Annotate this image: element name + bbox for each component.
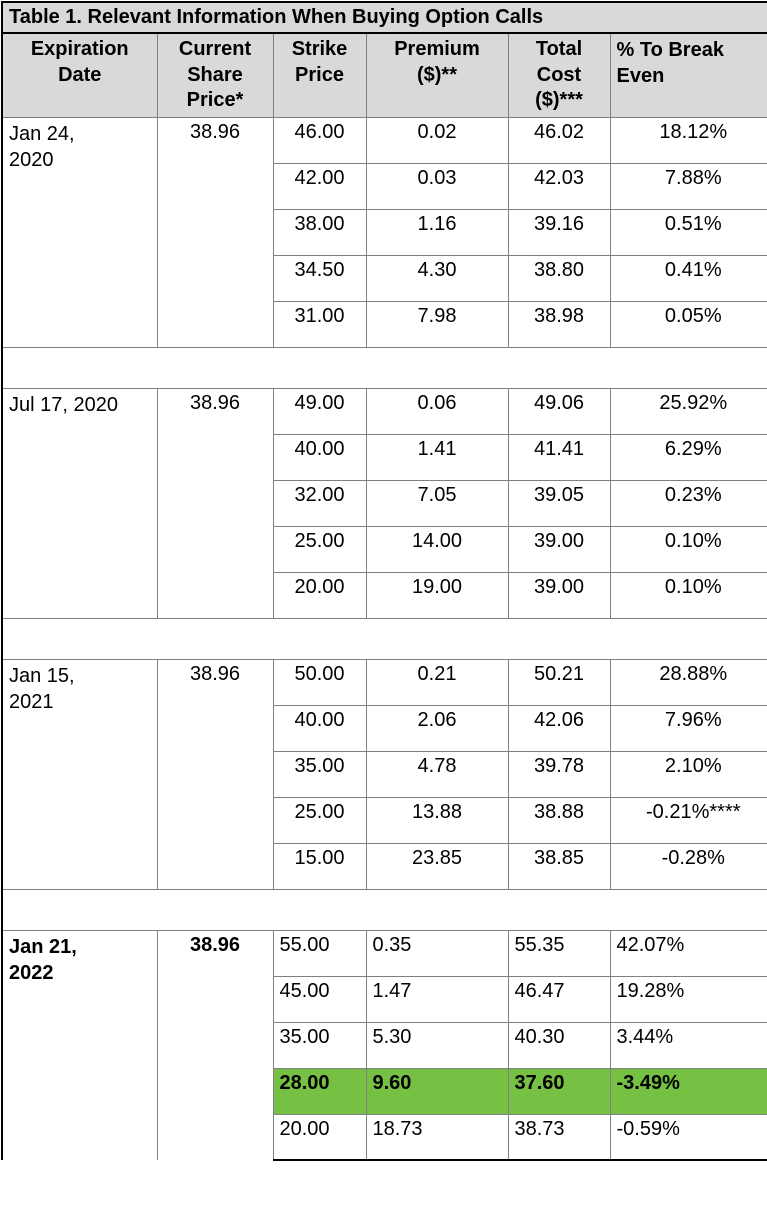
cell-total-cost: 40.30 bbox=[508, 1022, 610, 1068]
cell-premium: 13.88 bbox=[366, 797, 508, 843]
cell-premium: 7.05 bbox=[366, 480, 508, 526]
cell-total-cost: 39.00 bbox=[508, 572, 610, 618]
cell-total-cost: 50.21 bbox=[508, 659, 610, 705]
cell-expiration-date bbox=[2, 659, 157, 889]
cell-break-even: -3.49% bbox=[610, 1068, 767, 1114]
cell-premium: 19.00 bbox=[366, 572, 508, 618]
header-line: Price* bbox=[186, 89, 244, 112]
cell-total-cost: 46.02 bbox=[508, 117, 610, 163]
cell-total-cost: 39.00 bbox=[508, 526, 610, 572]
cell-total-cost: 41.41 bbox=[508, 434, 610, 480]
cell-strike-price: 45.00 bbox=[273, 976, 366, 1022]
cell-strike-price: 42.00 bbox=[273, 163, 366, 209]
cell-premium: 4.30 bbox=[366, 255, 508, 301]
header-line: Even bbox=[616, 65, 665, 87]
cell-break-even: -0.28% bbox=[610, 843, 767, 889]
header-line: Date bbox=[58, 63, 102, 86]
cell-premium: 4.78 bbox=[366, 751, 508, 797]
cell-break-even: -0.59% bbox=[610, 1114, 767, 1160]
cell-strike-price: 28.00 bbox=[273, 1068, 366, 1114]
cell-total-cost: 39.16 bbox=[508, 209, 610, 255]
cell-current-share-price: 38.96 bbox=[157, 117, 273, 347]
cell-break-even: 18.12% bbox=[610, 117, 767, 163]
cell-premium: 18.73 bbox=[366, 1114, 508, 1160]
cell-total-cost: 49.06 bbox=[508, 388, 610, 434]
cell-premium: 0.06 bbox=[366, 388, 508, 434]
table-header-row bbox=[2, 33, 767, 117]
cell-break-even: 7.88% bbox=[610, 163, 767, 209]
expiration-line: Jul 17, 2020 bbox=[9, 393, 118, 416]
cell-total-cost: 46.47 bbox=[508, 976, 610, 1022]
cell-strike-price: 35.00 bbox=[273, 1022, 366, 1068]
cell-break-even: 25.92% bbox=[610, 388, 767, 434]
header-line: % To Break bbox=[616, 39, 724, 61]
cell-strike-price: 20.00 bbox=[273, 1114, 366, 1160]
cell-break-even: 0.10% bbox=[610, 526, 767, 572]
column-header-premium bbox=[366, 33, 508, 117]
cell-current-share-price: 38.96 bbox=[157, 388, 273, 618]
cell-total-cost: 39.05 bbox=[508, 480, 610, 526]
cell-strike-price: 46.00 bbox=[273, 117, 366, 163]
cell-strike-price: 55.00 bbox=[273, 930, 366, 976]
cell-total-cost: 38.88 bbox=[508, 797, 610, 843]
column-header-break-even bbox=[610, 33, 767, 117]
header-line: ($)*** bbox=[535, 89, 583, 112]
column-header-current-share-price bbox=[157, 33, 273, 117]
cell-total-cost: 55.35 bbox=[508, 930, 610, 976]
header-line: ($)** bbox=[416, 63, 457, 86]
group-separator bbox=[2, 347, 767, 388]
cell-total-cost: 38.98 bbox=[508, 301, 610, 347]
header-line: Cost bbox=[536, 63, 582, 86]
cell-premium: 1.16 bbox=[366, 209, 508, 255]
cell-total-cost: 37.60 bbox=[508, 1068, 610, 1114]
cell-break-even: 7.96% bbox=[610, 705, 767, 751]
expiration-line: 2021 bbox=[9, 690, 54, 713]
cell-strike-price: 50.00 bbox=[273, 659, 366, 705]
table-title-row bbox=[2, 2, 767, 33]
cell-premium: 9.60 bbox=[366, 1068, 508, 1114]
cell-premium: 0.21 bbox=[366, 659, 508, 705]
cell-break-even: 42.07% bbox=[610, 930, 767, 976]
cell-premium: 0.35 bbox=[366, 930, 508, 976]
cell-strike-price: 49.00 bbox=[273, 388, 366, 434]
expiration-line: 2022 bbox=[9, 961, 54, 984]
header-line: Price bbox=[295, 63, 344, 86]
expiration-line: Jan 24, bbox=[9, 122, 75, 145]
column-header-total-cost bbox=[508, 33, 610, 117]
cell-premium: 23.85 bbox=[366, 843, 508, 889]
cell-break-even: 0.51% bbox=[610, 209, 767, 255]
cell-premium: 0.02 bbox=[366, 117, 508, 163]
column-header-strike-price bbox=[273, 33, 366, 117]
options-table-container bbox=[0, 1, 767, 1209]
cell-strike-price: 25.00 bbox=[273, 526, 366, 572]
cell-expiration-date bbox=[2, 388, 157, 618]
cell-break-even: 19.28% bbox=[610, 976, 767, 1022]
options-table bbox=[1, 1, 767, 1161]
cell-strike-price: 40.00 bbox=[273, 705, 366, 751]
cell-break-even: 6.29% bbox=[610, 434, 767, 480]
cell-break-even: -0.21%**** bbox=[610, 797, 767, 843]
cell-strike-price: 32.00 bbox=[273, 480, 366, 526]
header-line: Total bbox=[535, 38, 583, 60]
cell-break-even: 2.10% bbox=[610, 751, 767, 797]
group-separator-row bbox=[2, 618, 767, 659]
header-line: Strike bbox=[291, 38, 348, 60]
cell-strike-price: 25.00 bbox=[273, 797, 366, 843]
cell-strike-price: 40.00 bbox=[273, 434, 366, 480]
cell-strike-price: 15.00 bbox=[273, 843, 366, 889]
table-row bbox=[2, 659, 767, 705]
group-separator bbox=[2, 618, 767, 659]
header-line: Current bbox=[178, 38, 252, 60]
cell-strike-price: 38.00 bbox=[273, 209, 366, 255]
cell-break-even: 0.23% bbox=[610, 480, 767, 526]
group-separator-row bbox=[2, 347, 767, 388]
cell-total-cost: 42.06 bbox=[508, 705, 610, 751]
cell-premium: 1.47 bbox=[366, 976, 508, 1022]
cell-expiration-date bbox=[2, 930, 157, 1160]
table-row bbox=[2, 117, 767, 163]
table-title: Table 1. Relevant Information When Buying Option Calls bbox=[2, 2, 767, 33]
cell-break-even: 0.05% bbox=[610, 301, 767, 347]
cell-current-share-price: 38.96 bbox=[157, 930, 273, 1160]
table-row bbox=[2, 930, 767, 976]
cell-total-cost: 38.80 bbox=[508, 255, 610, 301]
cell-break-even: 0.41% bbox=[610, 255, 767, 301]
column-header-expiration-date bbox=[2, 33, 157, 117]
group-separator-row bbox=[2, 889, 767, 930]
cell-break-even: 0.10% bbox=[610, 572, 767, 618]
cell-strike-price: 31.00 bbox=[273, 301, 366, 347]
header-line: Expiration bbox=[30, 38, 129, 60]
group-separator bbox=[2, 889, 767, 930]
cell-strike-price: 35.00 bbox=[273, 751, 366, 797]
header-line: Premium bbox=[394, 38, 480, 60]
cell-current-share-price: 38.96 bbox=[157, 659, 273, 889]
cell-break-even: 3.44% bbox=[610, 1022, 767, 1068]
cell-premium: 5.30 bbox=[366, 1022, 508, 1068]
cell-total-cost: 38.73 bbox=[508, 1114, 610, 1160]
cell-expiration-date bbox=[2, 117, 157, 347]
cell-strike-price: 34.50 bbox=[273, 255, 366, 301]
cell-total-cost: 38.85 bbox=[508, 843, 610, 889]
cell-premium: 14.00 bbox=[366, 526, 508, 572]
cell-total-cost: 42.03 bbox=[508, 163, 610, 209]
table-row bbox=[2, 388, 767, 434]
header-line: Share bbox=[187, 63, 243, 86]
expiration-line: Jan 15, bbox=[9, 664, 75, 687]
cell-total-cost: 39.78 bbox=[508, 751, 610, 797]
cell-premium: 2.06 bbox=[366, 705, 508, 751]
cell-premium: 7.98 bbox=[366, 301, 508, 347]
cell-break-even: 28.88% bbox=[610, 659, 767, 705]
expiration-line: 2020 bbox=[9, 148, 54, 171]
expiration-line: Jan 21, bbox=[9, 935, 77, 958]
cell-premium: 1.41 bbox=[366, 434, 508, 480]
cell-premium: 0.03 bbox=[366, 163, 508, 209]
cell-strike-price: 20.00 bbox=[273, 572, 366, 618]
